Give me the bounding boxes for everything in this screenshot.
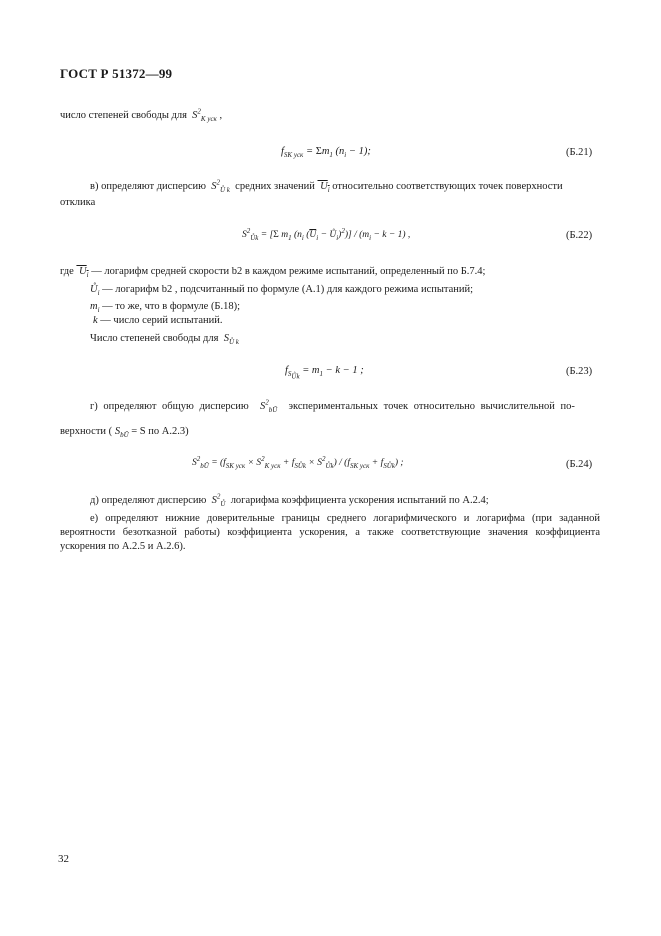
paragraph-text: = S по А.2.3): [131, 426, 189, 437]
inline-symbol: $Ů_i$: [90, 284, 100, 298]
definition-line-4: [93, 314, 222, 328]
equation-b24: $S^2_{bŪ} = (f_{SK уск} \times S^2_{K уск} + f_{SŮk} \times S^2_{Ůk}) / (f_{SK уск} + f_{SŮk})$ ;: [192, 454, 404, 470]
equation-number: (Б.23): [566, 366, 593, 377]
definition-text: — логарифм b2 , подсчитанный по формуле (А.1) для каждого режима испытаний;: [102, 284, 474, 295]
paragraph-v: [90, 180, 563, 194]
inline-symbol: $S^2_{bŪ}$: [254, 398, 278, 415]
page-number: 32: [58, 853, 69, 865]
paragraph-text: д) определяют дисперсию: [90, 495, 207, 506]
paragraph-text: отклика: [60, 197, 96, 208]
inline-symbol: $U_i$: [76, 266, 89, 280]
definition-line-1: [60, 265, 485, 279]
inline-symbol: k: [93, 315, 98, 326]
definition-text: Число степеней свободы для: [90, 333, 219, 344]
inline-symbol: $S_{bŪ}$: [114, 426, 129, 440]
inline-symbol: $S^2_{Ů k}$: [208, 178, 230, 195]
paragraph-d: [90, 494, 489, 508]
definition-line-3: [90, 300, 240, 314]
inline-symbol: $m_i$: [90, 301, 100, 315]
paragraph-text: средних значений: [235, 181, 315, 192]
document-code-header: ГОСТ Р 51372—99: [60, 66, 173, 81]
equation-b23: $f_{S_{Ůk}} = m_1 - k - 1$ ;: [285, 365, 364, 381]
paragraph-text: в) определяют дисперсию: [90, 181, 206, 192]
equation-number: (Б.22): [566, 230, 593, 241]
definition-line-2: [90, 283, 473, 297]
paragraph-dof-k: число степеней свободы для $S^2_{K уск}$ ,: [60, 107, 223, 124]
definition-text: — логарифм средней скорости b2 в каждом режиме испытаний, определенный по Б.7.4;: [91, 266, 486, 277]
equation-number: (Б.24): [566, 459, 593, 470]
equation-b22: $S^2_{Ůk} = [\Sigma$ $m_1$ ($n_i$ ($\overline{U}_i$ − $Ů_i)^2)] / (m_i - k - 1)$ ,: [242, 226, 411, 242]
paragraph-e: е) определяют нижние доверительные границы среднего логарифмического и логарифма (при заданной вероятности безотказной работы) коэффициента ускорения, а также соответствующие значения коэффициента ускорения по А.2.5 и А.2.6).: [60, 513, 600, 552]
paragraph-g-line2: [60, 425, 189, 439]
inline-symbol-s2k: $S^2_{K уск}$: [189, 107, 217, 124]
paragraph-text: верхности (: [60, 426, 113, 437]
paragraph-text: относительно соответствующих точек поверхности: [332, 181, 563, 192]
paragraph-text: логарифма коэффициента ускорения испытаний по А.2.4;: [230, 495, 489, 506]
where-word: где: [60, 266, 74, 277]
equation-b21: $f_{SK уск} = \Sigma m_1$ $(n_i - 1)$;: [281, 146, 371, 160]
inline-symbol: $S_{Ů k}$: [221, 333, 239, 347]
paragraph-text: экспериментальных точек относительно вычислительной по-: [288, 401, 575, 412]
definition-text: — то же, что в формуле (Б.18);: [102, 301, 241, 312]
definition-line-5: [90, 332, 239, 346]
paragraph-text: г) определяют общую дисперсию: [90, 401, 249, 412]
inline-symbol: $S^2_Ů$: [209, 492, 226, 509]
paragraph-text: число степеней свободы для: [60, 110, 187, 121]
inline-symbol: $U_i$: [317, 181, 330, 195]
definition-text: — число серий испытаний.: [100, 315, 223, 326]
equation-number: (Б.21): [566, 147, 593, 158]
paragraph-g: [90, 400, 575, 414]
